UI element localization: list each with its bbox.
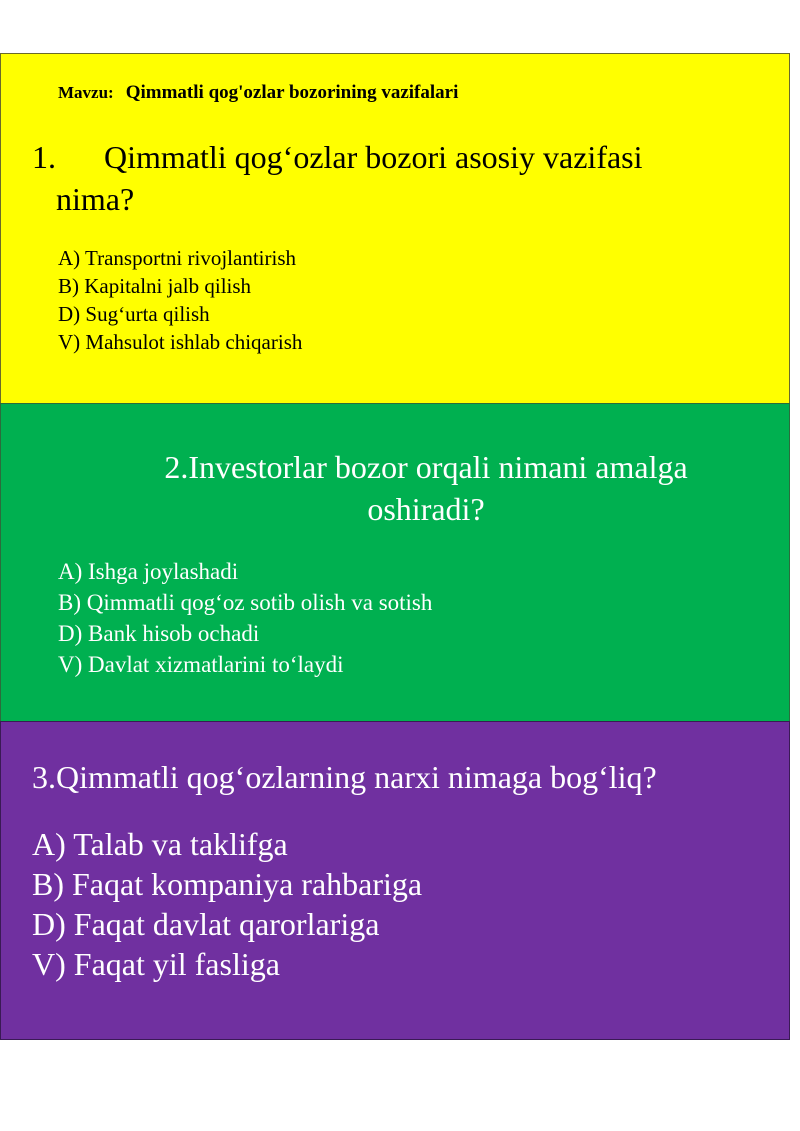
question-3-panel — [0, 721, 790, 1040]
question-3-option-a: A) Talab va taklifga — [32, 826, 288, 862]
question-3: 3.Qimmatli qog‘ozlarning narxi nimaga bog‘liq? — [32, 759, 657, 795]
question-1-option-a: A) Transportni rivojlantirish — [58, 246, 297, 270]
question-2-option-b: B) Qimmatli qog‘oz sotib olish va sotish — [58, 590, 433, 615]
question-1-options — [58, 244, 302, 356]
question-3-option-d: D) Faqat davlat qarorlariga — [32, 906, 380, 942]
topic-label: Mavzu: — [58, 83, 114, 102]
question-2-line-1: 2.Investorlar bozor orqali nimani amalga — [164, 449, 688, 485]
question-1-panel — [0, 53, 790, 404]
question-2-option-v: V) Davlat xizmatlarini to‘laydi — [58, 652, 344, 677]
question-1-number: 1. — [32, 139, 56, 175]
question-3-options — [32, 824, 422, 984]
topic-title: Qimmatli qog'ozlar bozorining vazifalari — [125, 82, 459, 103]
question-1-line-1: Qimmatli qog‘ozlar bozori asosiy vazifasi — [104, 139, 643, 175]
question-2-line-2: oshiradi? — [367, 491, 485, 527]
question-3-option-v: V) Faqat yil fasliga — [32, 946, 280, 982]
question-3-option-b: B) Faqat kompaniya rahbariga — [32, 866, 423, 902]
question-1-option-v: V) Mahsulot ishlab chiqarish — [58, 330, 303, 354]
question-2-panel — [0, 403, 790, 722]
question-2 — [61, 446, 791, 530]
question-1-line-2: nima? — [56, 181, 135, 217]
topic-heading — [58, 82, 458, 104]
question-1 — [32, 136, 752, 220]
question-1-option-b: B) Kapitalni jalb qilish — [58, 274, 252, 298]
question-2-options — [58, 556, 432, 680]
question-2-option-d: D) Bank hisob ochadi — [58, 621, 260, 646]
question-1-option-d: D) Sug‘urta qilish — [58, 302, 210, 326]
question-2-option-a: A) Ishga joylashadi — [58, 559, 239, 584]
